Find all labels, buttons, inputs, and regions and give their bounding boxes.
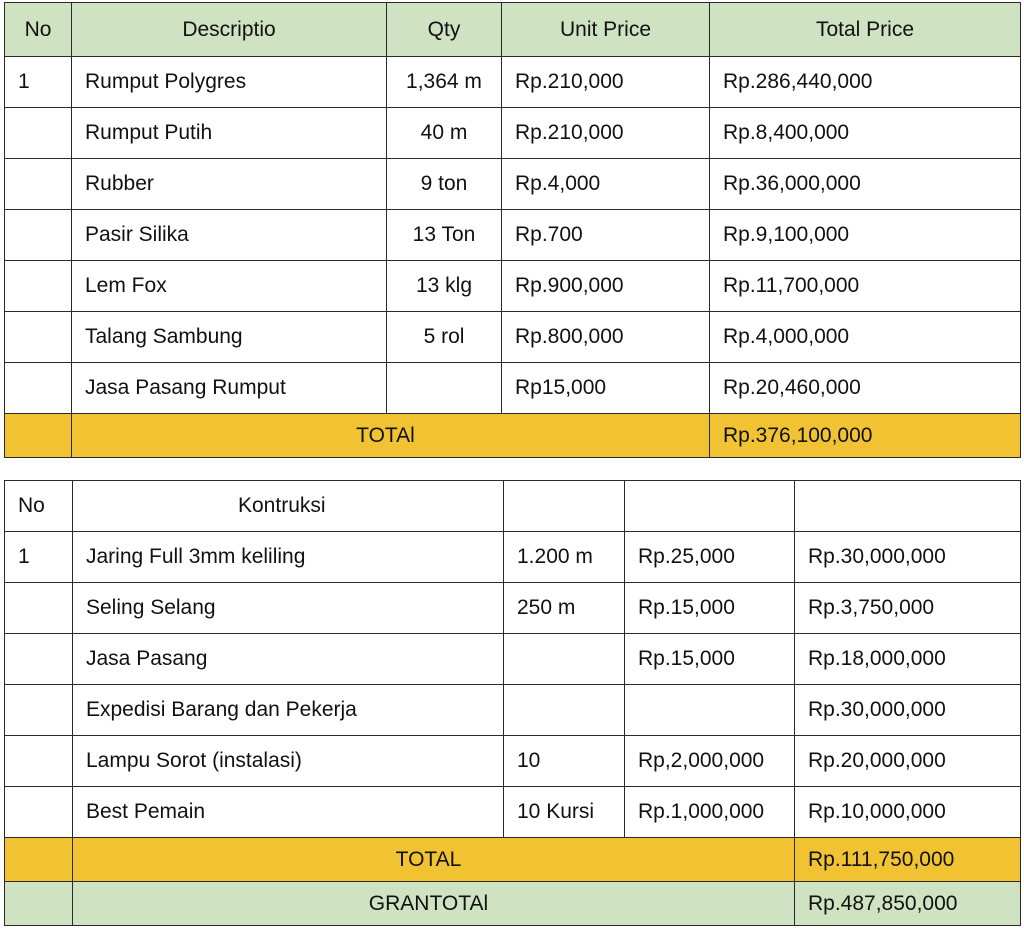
total-label: TOTAL xyxy=(73,838,795,882)
cell-unit-price: Rp.210,000 xyxy=(502,57,710,108)
cell-no xyxy=(5,787,73,838)
cell-total-price: Rp.20,460,000 xyxy=(710,363,1021,414)
cell-unit-price: Rp15,000 xyxy=(502,363,710,414)
cell-total-price: Rp.3,750,000 xyxy=(795,583,1021,634)
cell-qty xyxy=(504,685,625,736)
cell-qty: 13 klg xyxy=(387,261,502,312)
cell-unit-price: Rp.15,000 xyxy=(625,583,795,634)
table-row xyxy=(5,583,1021,634)
total-row xyxy=(5,414,1021,458)
table-row xyxy=(5,261,1021,312)
cell-unit-price: Rp.800,000 xyxy=(502,312,710,363)
cell-unit-price xyxy=(625,685,795,736)
grand-total-value: Rp.487,850,000 xyxy=(795,882,1021,926)
cell-no xyxy=(5,634,73,685)
header-no: No xyxy=(5,481,73,532)
grand-total-no-cell xyxy=(5,882,73,926)
cell-no xyxy=(5,363,72,414)
cell-total-price: Rp.4,000,000 xyxy=(710,312,1021,363)
cell-total-price: Rp.9,100,000 xyxy=(710,210,1021,261)
cell-total-price: Rp.18,000,000 xyxy=(795,634,1021,685)
cell-total-price: Rp.30,000,000 xyxy=(795,685,1021,736)
cell-description: Rumput Putih xyxy=(72,108,387,159)
table-row xyxy=(5,210,1021,261)
cell-description: Pasir Silika xyxy=(72,210,387,261)
header-no: No xyxy=(5,3,72,57)
cell-qty: 40 m xyxy=(387,108,502,159)
cell-unit-price: Rp.900,000 xyxy=(502,261,710,312)
cell-no: 1 xyxy=(5,57,72,108)
header-unit-price: Unit Price xyxy=(502,3,710,57)
table-row xyxy=(5,312,1021,363)
total-value: Rp.111,750,000 xyxy=(795,838,1021,882)
cell-description: Lampu Sorot (instalasi) xyxy=(73,736,504,787)
cell-total-price: Rp.36,000,000 xyxy=(710,159,1021,210)
cell-qty xyxy=(387,363,502,414)
cell-unit-price: Rp.4,000 xyxy=(502,159,710,210)
table-row xyxy=(5,787,1021,838)
cell-description: Jasa Pasang xyxy=(73,634,504,685)
table-row xyxy=(5,159,1021,210)
table-row xyxy=(5,634,1021,685)
cell-no xyxy=(5,108,72,159)
cell-no xyxy=(5,312,72,363)
cell-total-price: Rp.8,400,000 xyxy=(710,108,1021,159)
cell-description: Seling Selang xyxy=(73,583,504,634)
cell-description: Jasa Pasang Rumput xyxy=(72,363,387,414)
header-qty: Qty xyxy=(387,3,502,57)
cell-unit-price: Rp,2,000,000 xyxy=(625,736,795,787)
cell-no xyxy=(5,159,72,210)
grand-total-row xyxy=(5,882,1021,926)
cell-unit-price: Rp.210,000 xyxy=(502,108,710,159)
cell-total-price: Rp.20,000,000 xyxy=(795,736,1021,787)
cell-unit-price: Rp.1,000,000 xyxy=(625,787,795,838)
cell-no xyxy=(5,210,72,261)
cell-qty: 10 xyxy=(504,736,625,787)
cell-no xyxy=(5,736,73,787)
cell-qty: 10 Kursi xyxy=(504,787,625,838)
total-no-cell xyxy=(5,414,72,458)
cell-total-price: Rp.11,700,000 xyxy=(710,261,1021,312)
cell-unit-price: Rp.25,000 xyxy=(625,532,795,583)
header-empty xyxy=(795,481,1021,532)
header-total-price: Total Price xyxy=(710,3,1021,57)
materials-header-row xyxy=(5,3,1021,57)
table-row xyxy=(5,685,1021,736)
cell-no xyxy=(5,261,72,312)
construction-header-row xyxy=(5,481,1021,532)
cell-qty: 9 ton xyxy=(387,159,502,210)
cell-unit-price: Rp.700 xyxy=(502,210,710,261)
header-empty xyxy=(504,481,625,532)
table-row xyxy=(5,108,1021,159)
total-value: Rp.376,100,000 xyxy=(710,414,1021,458)
cell-total-price: Rp.10,000,000 xyxy=(795,787,1021,838)
cell-qty: 1,364 m xyxy=(387,57,502,108)
cell-description: Rumput Polygres xyxy=(72,57,387,108)
grand-total-label: GRANTOTAl xyxy=(73,882,795,926)
table-row xyxy=(5,532,1021,583)
cell-total-price: Rp.286,440,000 xyxy=(710,57,1021,108)
cell-description: Expedisi Barang dan Pekerja xyxy=(73,685,504,736)
construction-table xyxy=(4,480,1021,926)
cell-qty: 1.200 m xyxy=(504,532,625,583)
materials-table xyxy=(4,2,1021,458)
table-row xyxy=(5,363,1021,414)
cell-description: Lem Fox xyxy=(72,261,387,312)
header-empty xyxy=(625,481,795,532)
table-row xyxy=(5,736,1021,787)
header-kontruksi: Kontruksi xyxy=(73,481,504,532)
cell-no xyxy=(5,583,73,634)
cell-description: Talang Sambung xyxy=(72,312,387,363)
header-description: Descriptio xyxy=(72,3,387,57)
table-row xyxy=(5,57,1021,108)
cell-no xyxy=(5,685,73,736)
total-label: TOTAl xyxy=(72,414,710,458)
cell-no: 1 xyxy=(5,532,73,583)
total-row xyxy=(5,838,1021,882)
cell-qty: 250 m xyxy=(504,583,625,634)
cell-total-price: Rp.30,000,000 xyxy=(795,532,1021,583)
cell-description: Jaring Full 3mm keliling xyxy=(73,532,504,583)
cell-qty: 13 Ton xyxy=(387,210,502,261)
cell-description: Best Pemain xyxy=(73,787,504,838)
cell-qty xyxy=(504,634,625,685)
cell-description: Rubber xyxy=(72,159,387,210)
total-no-cell xyxy=(5,838,73,882)
cell-unit-price: Rp.15,000 xyxy=(625,634,795,685)
cell-qty: 5 rol xyxy=(387,312,502,363)
